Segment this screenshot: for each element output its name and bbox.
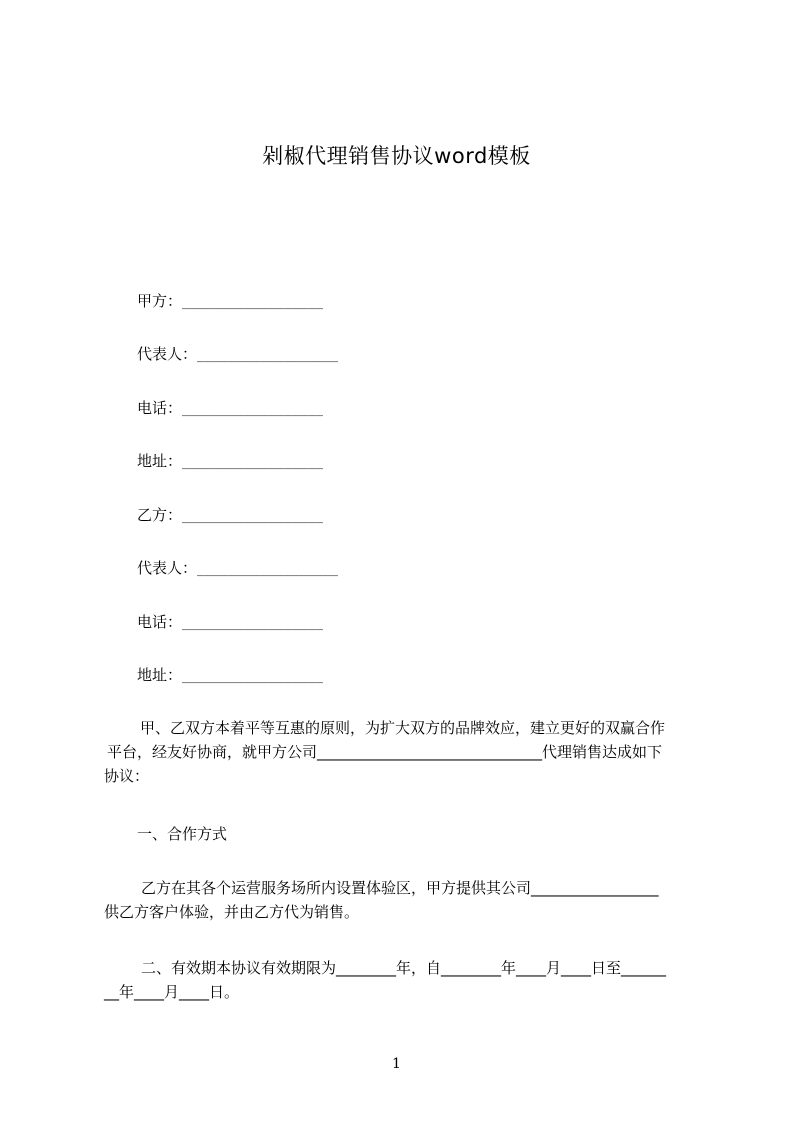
party-b-address-label: 地址： [137,666,183,684]
party-b-blank: __________________ [182,509,323,524]
party-b-representative-label: 代表人： [137,559,198,577]
party-b-address-blank: __________________ [182,669,323,684]
party-a-address-field [137,451,323,473]
party-a-blank: __________________ [182,295,323,310]
party-a-phone-blank: __________________ [182,402,323,417]
intro-line-1: 甲、乙双方本着平等互惠的原则，为扩大双方的品牌效应，建立更好的双赢合作 [140,719,666,737]
page-number: 1 [392,1056,401,1072]
party-b-phone-label: 电话： [137,613,183,631]
party-a-address-label: 地址： [137,452,183,470]
section-2-line-2: __年____月____日。 [104,983,240,1001]
party-a-label: 甲方： [137,292,183,310]
section-2-line-1: 二、有效期本协议有效期限为________年，自________年____月____日至______ [141,959,667,977]
section-2-paragraph [104,956,704,1004]
party-b-representative-field [137,558,338,580]
party-b-representative-blank: __________________ [197,562,338,577]
party-b-phone-blank: __________________ [182,616,323,631]
party-a-phone-label: 电话： [137,399,183,417]
party-a-representative-label: 代表人： [137,345,198,363]
document-title: 剁椒代理销售协议word模板 [262,144,531,168]
party-b-label: 乙方： [137,506,183,524]
intro-line-3: 协议： [104,767,150,785]
section-1-heading: 一、合作方式 [137,825,228,843]
party-a-address-blank: __________________ [182,455,323,470]
party-a-phone-field [137,398,323,420]
intro-paragraph [104,716,704,788]
party-b-address-field [137,665,323,687]
section-1-paragraph [104,876,704,924]
section-1-line-1: 乙方在其各个运营服务场所内设置体验区，甲方提供其公司_________________ [141,879,659,897]
party-a-representative-field [137,344,338,366]
intro-line-2: 平台，经友好协商，就甲方公司______________________________代理销售达成如下 [107,743,663,761]
party-a-representative-blank: __________________ [197,348,338,363]
section-1-line-2: 供乙方客户体验，并由乙方代为销售。 [104,903,360,921]
party-b-field [137,505,323,527]
party-a-field [137,291,323,313]
party-b-phone-field [137,612,323,634]
